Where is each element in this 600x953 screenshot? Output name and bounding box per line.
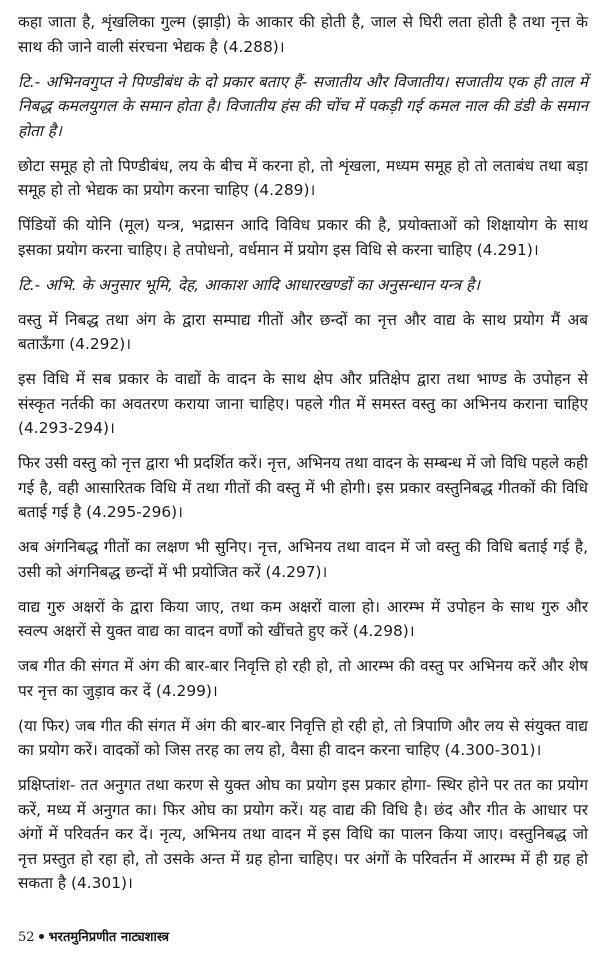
paragraph-5: इस विधि में सब प्रकार के वाद्यों के वादन के साथ क्षेप और प्रतिक्षेप द्वारा तथा भाण्ड के उपोहन से संस्कृत नर्तकी का अवतरण कराया जाना चाहिए। पहले गीत में समस्त वस्तु का अभिनय कराना चाहिए (4.293-294)। (18, 370, 588, 437)
paragraph-3: पिंडियों की योनि (मूल) यन्त्र, भद्रासन आदि विविध प्रकार की है, प्रयोक्ताओं को शिक्षायोग के साथ इसका प्रयोग करना चाहिए। हे तपोधनो, वर्धमान में प्रयोग इस विधि से करना चाहिए (4.291)। (18, 216, 588, 259)
commentary-note-2: टि.- अभि. के अनुसार भूमि, देह, आकाश आदि आधारखण्डों का अनुसन्धान यन्त्र है। (18, 275, 480, 294)
page-footer (18, 927, 169, 945)
paragraph-2: छोटा समूह हो तो पिण्डीबंध, लय के बीच में करना हो, तो शृंखला, मध्यम समूह हो तो लताबंध तथा बड़ा समूह हो तो भेद्यक का प्रयोग करना चाहिए (4.289)। (18, 156, 588, 199)
paragraph-8: वाद्य गुरु अक्षरों के द्वारा किया जाए, तथा कम अक्षरों वाला हो। आरम्भ में उपोहन के साथ गुरु और स्वल्प अक्षरों से युक्त वाद्य का वादन वर्णों को खींचते हुए करें (4.298)। (18, 597, 588, 640)
page-number: 52 (18, 930, 35, 945)
paragraph-6: फिर उसी वस्तु को नृत्त द्वारा भी प्रदर्शित करें। नृत्त, अभिनय तथा वादन के सम्बन्ध में जो विधि पहले कही गई है, वही आसारितक विधि में तथा गीतों की वस्तु में भी होगी। इस प्रकार वस्तुनिबद्ध गीतकों की विधि बताई गई है (4.295-296)। (18, 454, 588, 521)
paragraph-10: (या फिर) जब गीत की संगत में अंग की बार-बार निवृत्ति हो रही हो, तो त्रिपाणि और लय से संयुक्त वाद्य का प्रयोग करें। वादकों को जिस तरह का लय हो, वैसा ही वादन करना चाहिए (4.300-301)। (18, 716, 588, 759)
paragraph-11: प्रक्षिप्तांश- तत अनुगत तथा करण से युक्त ओघ का प्रयोग इस प्रकार होगा- स्थिर होने पर तत का प्रयोग करें, मध्य में अनुगत का। फिर ओघ का प्रयोग करें। यह वाद्य की विधि है। छंद और गीत के आधार पर अंगों में परिवर्तन कर दें। नृत्य, अभिनय तथा वादन में इस विधि का पालन किया जाए। वस्तुनिबद्ध जो नृत्त प्रस्तुत हो रहा हो, तो उसके अन्त में ग्रह होना चाहिए। पर अंगों के परिवर्तन में आरम्भ में ही ग्रह हो सकता है (4.301)। (18, 776, 588, 892)
bullet-icon (39, 934, 44, 939)
paragraph-1: कहा जाता है, शृंखलिका गुल्म (झाड़ी) के आकार की होती है, जाल से घिरी लता होती है तथा नृत्त के साथ की जाने वाली संरचना भेद्यक है (4.288)। (18, 13, 588, 56)
paragraph-7: अब अंगनिबद्ध गीतों का लक्षण भी सुनिए। नृत्त, अभिनय तथा वादन में जो वस्तु की विधि बताई गई है, उसी को अंगनिबद्ध छन्दों में भी प्रयोजित करें (4.297)। (18, 538, 588, 581)
paragraph-9: जब गीत की संगत में अंग की बार-बार निवृत्ति हो रही हो, तो आरम्भ की वस्तु पर अभिनय करें और शेष पर नृत्त का जुड़ाव कर दें (4.299)। (18, 657, 588, 700)
commentary-note-1: टि.- अभिनवगुप्त ने पिण्डीबंध के दो प्रकार बताए हैं- सजातीय और विजातीय। सजातीय एक ही ताल में निबद्ध कमलयुगल के समान होता है। विजातीय हंस की चोंच में पकड़ी गई कमल नाल की डंडी के समान होता है। (18, 72, 588, 140)
page-body (18, 10, 588, 906)
paragraph-4: वस्तु में निबद्ध तथा अंग के द्वारा सम्पाद्य गीतों और छन्दों का नृत्त और वाद्य के साथ प्रयोग मैं अब बताऊँगा (4.292)। (18, 310, 588, 353)
book-title: भरतमुनिप्रणीत नाट्यशास्त्र (48, 930, 170, 945)
